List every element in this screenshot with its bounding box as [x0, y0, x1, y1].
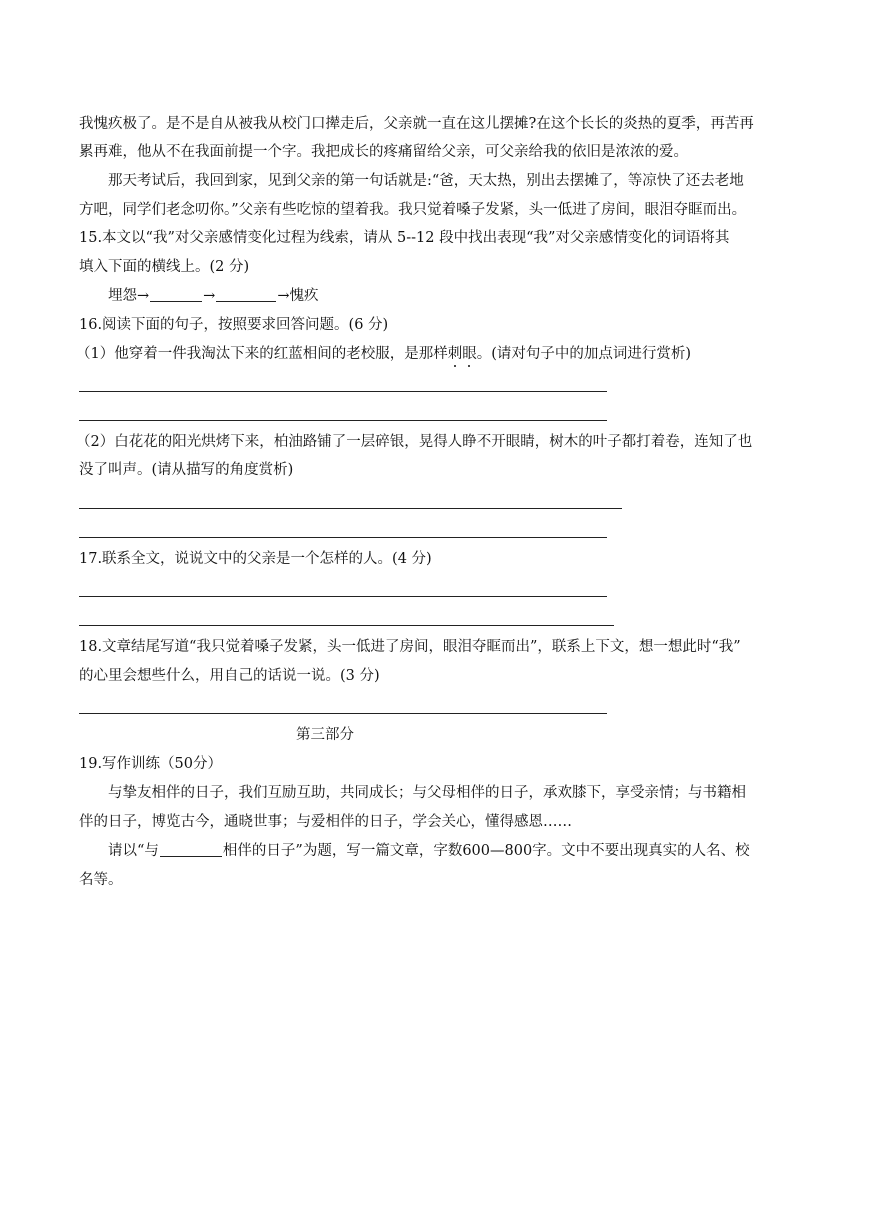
chain-end-word: 愧疚	[289, 288, 319, 304]
question-15-line1: 15.本文以“我”对父亲感情变化过程为线索，请从 5--12 段中找出表现“我”对父亲感情变化的词语将其	[79, 230, 730, 246]
question-19-title: 19.写作训练（50分）	[79, 756, 223, 772]
question-19-p1-line1: 与挚友相伴的日子，我们互励互助，共同成长；与父母相伴的日子，承欢膝下，享受亲情；与书籍相	[108, 785, 746, 801]
chain-start-word: 埋怨	[108, 288, 137, 304]
part-3-heading: 第三部分	[296, 727, 354, 743]
answer-line-17a[interactable]	[79, 596, 607, 597]
s1-after: 。(请对句子中的加点词进行赏析)	[476, 346, 692, 362]
dotted-char-2: 眼	[462, 346, 477, 362]
passage-p2-line2: 方吧，同学们老念叨你。”父亲有些吃惊的望着我。我只觉着嗓子发紧，头一低进了房间，眼泪夺眶而出。	[79, 202, 747, 218]
question-16-title: 16.阅读下面的句子，按照要求回答问题。(6 分)	[79, 317, 389, 333]
answer-line-16-2a[interactable]	[79, 508, 622, 509]
dotted-char-1: 刺	[447, 346, 463, 362]
question-17-title: 17.联系全文，说说文中的父亲是一个怎样的人。(4 分)	[79, 551, 432, 567]
answer-line-16-1b[interactable]	[79, 420, 607, 421]
answer-line-16-1a[interactable]	[79, 391, 607, 392]
question-19-p2-line2: 名等。	[79, 872, 123, 888]
passage-p1-line1: 我愧疚极了。是不是自从被我从校门口撵走后，父亲就一直在这儿摆摊?在这个长长的炎热的夏季，再苦再	[79, 116, 754, 132]
chain-arrow-1: →	[137, 288, 150, 304]
question-15-line2: 填入下面的横线上。(2 分)	[79, 259, 250, 275]
question-19-p1-line2: 伴的日子，博览古今，通晓世事；与爱相伴的日子，学会关心，懂得感恩……	[79, 814, 572, 830]
title-blank[interactable]	[160, 842, 222, 857]
answer-blank-1[interactable]	[150, 287, 202, 302]
passage-p2-line1: 那天考试后，我回到家，见到父亲的第一句话就是:“爸，天太热，别出去摆摊了，等凉快了还去老地	[108, 173, 744, 189]
prompt-after: 相伴的日子”为题，写一篇文章，字数600—800字。文中不要出现真实的人名、校	[222, 843, 750, 859]
answer-line-18[interactable]	[79, 713, 607, 714]
question-16-sentence-2-line2: 没了叫声。(请从描写的角度赏析)	[79, 462, 294, 478]
question-18-line2: 的心里会想些什么，用自己的话说一说。(3 分)	[79, 668, 380, 684]
chain-arrow-3: →	[277, 288, 290, 304]
answer-line-16-2b[interactable]	[79, 537, 607, 538]
passage-p1-line2: 累再难，他从不在我面前提一个字。我把成长的疼痛留给父亲，可父亲给我的依旧是浓浓的爱。	[79, 144, 688, 160]
chain-arrow-2: →	[203, 288, 216, 304]
question-16-sentence-1	[76, 344, 691, 364]
s1-before: （1）他穿着一件我淘汰下来的红蓝相间的老校服，是那样	[76, 346, 448, 362]
question-19-p2-line1	[108, 841, 750, 861]
answer-line-17b[interactable]	[79, 625, 614, 626]
answer-blank-2[interactable]	[216, 287, 276, 302]
question-15-chain	[108, 286, 318, 306]
prompt-before: 请以“与	[108, 843, 159, 859]
question-18-line1: 18.文章结尾写道“我只觉着嗓子发紧，头一低进了房间，眼泪夺眶而出”，联系上下文，想一想此时“我”	[79, 639, 741, 655]
question-16-sentence-2-line1: （2）白花花的阳光烘烤下来，柏油路铺了一层碎银，晃得人睁不开眼睛，树木的叶子都打着卷，连知了也	[76, 434, 753, 450]
